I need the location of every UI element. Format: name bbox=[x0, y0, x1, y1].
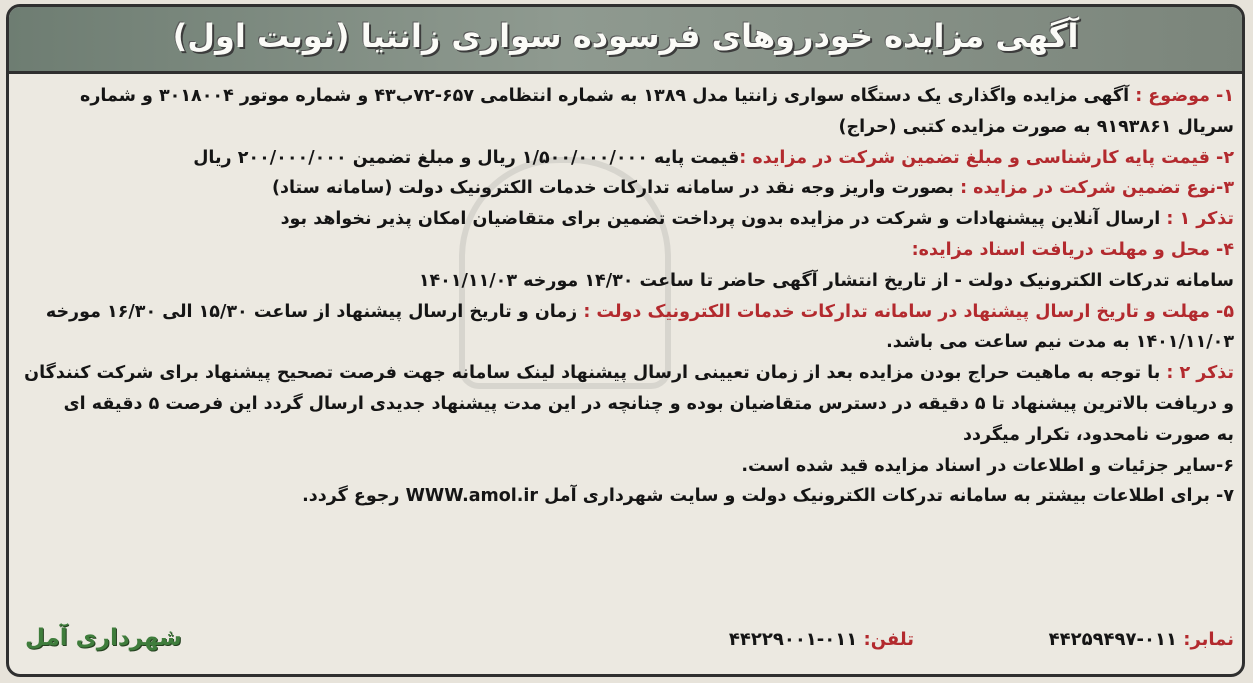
line-9 bbox=[17, 327, 1234, 358]
line-11 bbox=[17, 389, 1234, 420]
line-5 bbox=[17, 204, 1234, 235]
title-banner bbox=[9, 7, 1242, 74]
line-text: بصورت واریز وجه نقد در سامانه تدارکات خدمات الکترونیک دولت (سامانه ستاد) bbox=[271, 178, 961, 199]
phone-number bbox=[729, 629, 914, 650]
line-text: آگهی مزایده واگذاری یک دستگاه سواری زانتیا مدل ۱۳۸۹ به شماره انتظامی ۶۵۷-۷۲ب۴۳ و شماره موتور ۳۰۱۸۰۰۴ و شماره bbox=[80, 86, 1136, 106]
line-label: ۳-نوع تضمین شرکت در مزایده : bbox=[960, 178, 1234, 199]
line-text: ۷- برای اطلاعات بیشتر به سامانه تدرکات الکترونیک دولت و سایت شهرداری آمل WWW.amol.ir رجوع گردد. bbox=[302, 486, 1234, 507]
line-label: ۵- مهلت و تاریخ ارسال پیشنهاد در سامانه تدارکات خدمات الکترونیک دولت : bbox=[583, 301, 1234, 322]
line-1 bbox=[17, 81, 1234, 112]
line-7 bbox=[17, 266, 1234, 297]
line-label: تذکر ۲ : bbox=[1166, 363, 1234, 384]
line-text: به صورت نامحدود، تکرار میگردد bbox=[962, 424, 1234, 445]
footer bbox=[17, 623, 1234, 663]
line-text: سامانه تدرکات الکترونیک دولت - از تاریخ انتشار آگهی حاضر تا ساعت ۱۴/۳۰ مورخه ۱۴۰۱/۱۱/۰۳ bbox=[418, 270, 1234, 291]
ad-frame bbox=[6, 4, 1245, 677]
line-text: ارسال آنلاین پیشنهادات و شرکت در مزایده بدون پرداخت تضمین برای متقاضیان امکان پذیر نخواهد بود bbox=[280, 209, 1167, 230]
line-14 bbox=[17, 481, 1234, 512]
fax-label: نمابر: bbox=[1183, 629, 1234, 650]
line-text: زمان و تاریخ ارسال پیشنهاد از ساعت ۱۵/۳۰ الی ۱۶/۳۰ مورخه bbox=[45, 301, 584, 322]
ad-title: آگهی مزایده خودروهای فرسوده سواری زانتیا (نوبت اول) bbox=[172, 17, 1079, 55]
line-text: با توجه به ماهیت حراج بودن مزایده بعد از زمان تعیینی ارسال پیشنهاد لینک سامانه جهت فرصت تصحیح پیشنهاد برای شرکت کنندگان bbox=[24, 363, 1167, 384]
line-label: ۱- موضوع : bbox=[1135, 86, 1234, 106]
line-label: ۴- محل و مهلت دریافت اسناد مزایده: bbox=[911, 239, 1234, 260]
line-text: ۱۴۰۱/۱۱/۰۳ به مدت نیم ساعت می باشد. bbox=[886, 332, 1234, 353]
line-13 bbox=[17, 451, 1234, 482]
line-6 bbox=[17, 235, 1234, 266]
line-12 bbox=[17, 420, 1234, 451]
line-2 bbox=[17, 112, 1234, 143]
line-text: سریال ۹۱۹۳۸۶۱ به صورت مزایده کتبی (حراج) bbox=[838, 116, 1234, 137]
ad-body bbox=[17, 81, 1234, 512]
line-label: تذکر ۱ : bbox=[1166, 209, 1234, 230]
line-8 bbox=[17, 297, 1234, 328]
tel-value: ۰۱۱-۴۴۲۲۹۰۰۱ bbox=[728, 629, 864, 650]
line-text: قیمت پایه ۱/۵۰۰/۰۰۰/۰۰۰ ریال و مبلغ تضمین ۲۰۰/۰۰۰/۰۰۰ ریال bbox=[193, 147, 740, 168]
line-text: و دریافت بالاترین پیشنهاد تا ۵ دقیقه در دسترس متقاضیان بوده و چنانچه در این مدت پیشنهاد جدیدی ارسال گردد این فرصت ۵ دقیقه ای bbox=[63, 393, 1234, 414]
fax-number bbox=[1049, 629, 1234, 650]
organization-name: شهرداری آمل bbox=[25, 625, 182, 651]
line-10 bbox=[17, 358, 1234, 389]
line-label: ۲- قیمت پایه کارشناسی و مبلغ تضمین شرکت در مزایده : bbox=[739, 147, 1234, 168]
line-4 bbox=[17, 173, 1234, 204]
fax-value: ۰۱۱-۴۴۲۵۹۴۹۷ bbox=[1048, 629, 1184, 650]
line-3 bbox=[17, 143, 1234, 174]
line-text: ۶-سایر جزئیات و اطلاعات در اسناد مزایده قید شده است. bbox=[741, 455, 1234, 476]
tel-label: تلفن: bbox=[863, 629, 914, 650]
